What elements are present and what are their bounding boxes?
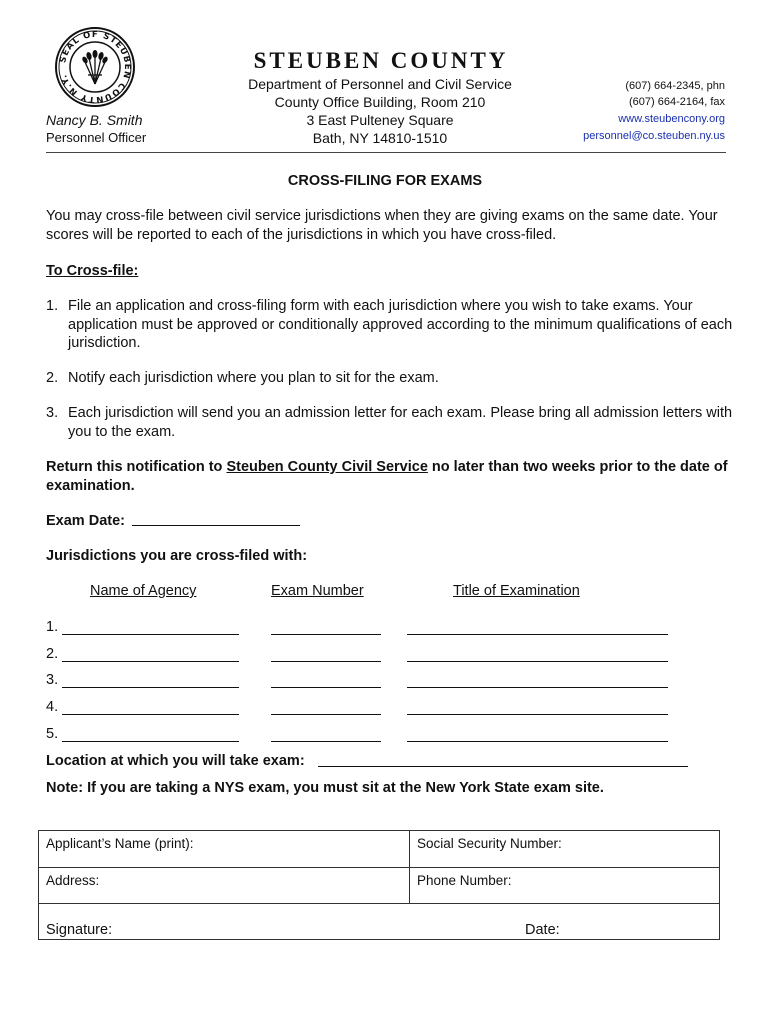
applicant-info-table bbox=[38, 830, 720, 940]
exam-title-field[interactable] bbox=[407, 661, 668, 662]
step-number: 1. bbox=[46, 298, 59, 314]
row-number: 1. bbox=[46, 619, 59, 635]
step-item bbox=[46, 369, 736, 388]
exam-number-field[interactable] bbox=[271, 634, 381, 635]
ssn-label: Social Security Number: bbox=[417, 836, 562, 851]
intro-paragraph: You may cross-file between civil service jurisdictions when they are giving exams on the same date. Your scores will be reported to each of the jurisdictions in which you have cross-filed. bbox=[46, 208, 718, 243]
exam-number-field[interactable] bbox=[271, 714, 381, 715]
location-label: Location at which you will take exam: bbox=[46, 753, 305, 769]
office-building: County Office Building, Room 210 bbox=[274, 94, 486, 110]
step-number: 2. bbox=[46, 370, 59, 386]
exam-title-field[interactable] bbox=[407, 634, 668, 635]
signature-cell[interactable] bbox=[39, 904, 720, 940]
form-heading: CROSS-FILING FOR EXAMS bbox=[287, 173, 483, 189]
officer-title: Personnel Officer bbox=[46, 130, 147, 145]
address-cell[interactable] bbox=[39, 868, 410, 904]
column-header-exam-title: Title of Examination bbox=[453, 583, 580, 599]
agency-field[interactable] bbox=[62, 741, 239, 742]
exam-date-field[interactable] bbox=[132, 525, 300, 526]
agency-field[interactable] bbox=[62, 634, 239, 635]
header-divider bbox=[46, 152, 726, 153]
website-link[interactable]: www.steubencony.org bbox=[618, 113, 725, 125]
phone-cell[interactable] bbox=[410, 868, 720, 904]
phone-label: Phone Number: bbox=[417, 873, 512, 888]
street-address: 3 East Pulteney Square bbox=[306, 112, 454, 128]
agency-field[interactable] bbox=[62, 714, 239, 715]
fax-number: (607) 664-2164, fax bbox=[628, 96, 725, 108]
row-number: 2. bbox=[46, 646, 59, 662]
step-text: File an application and cross-filing form with each jurisdiction where you wish to take exams. Your application must be approved or conditionally approved according to the minimum qualifications of each jurisdiction. bbox=[68, 298, 733, 351]
column-header-exam-number: Exam Number bbox=[271, 583, 364, 599]
exam-title-field[interactable] bbox=[407, 714, 668, 715]
agency-field[interactable] bbox=[62, 661, 239, 662]
to-cross-file-heading: To Cross-file: bbox=[46, 263, 139, 279]
exam-title-field[interactable] bbox=[407, 741, 668, 742]
email-link[interactable]: personnel@co.steuben.ny.us bbox=[583, 130, 725, 142]
county-title: STEUBEN COUNTY bbox=[253, 48, 509, 73]
nys-note: Note: If you are taking a NYS exam, you must sit at the New York State exam site. bbox=[46, 780, 604, 796]
exam-number-field[interactable] bbox=[271, 741, 381, 742]
return-notice bbox=[46, 458, 736, 495]
department-name: Department of Personnel and Civil Service bbox=[248, 76, 512, 92]
seal-ring-text: SEAL OF STEUBEN COUNTY N.Y. bbox=[58, 29, 133, 105]
address-label: Address: bbox=[46, 873, 100, 888]
agency-field[interactable] bbox=[62, 687, 239, 688]
column-header-agency: Name of Agency bbox=[90, 583, 197, 599]
exam-title-field[interactable] bbox=[407, 687, 668, 688]
row-number: 4. bbox=[46, 699, 59, 715]
exam-date-label: Exam Date: bbox=[46, 513, 125, 529]
city-address: Bath, NY 14810-1510 bbox=[312, 130, 448, 146]
signature-label: Signature: bbox=[46, 922, 113, 938]
step-item bbox=[46, 404, 736, 441]
exam-number-field[interactable] bbox=[271, 661, 381, 662]
phone-number: (607) 664-2345, phn bbox=[625, 80, 725, 92]
officer-name: Nancy B. Smith bbox=[46, 112, 143, 128]
county-seal bbox=[54, 26, 136, 108]
return-notice-pre: Return this notification to bbox=[46, 459, 227, 475]
row-number: 3. bbox=[46, 672, 59, 688]
date-label: Date: bbox=[525, 922, 560, 938]
step-text: Each jurisdiction will send you an admission letter for each exam. Please bring all admission letters with you to the exam. bbox=[68, 405, 733, 440]
return-notice-post: no later than two weeks prior to the date of examination. bbox=[46, 459, 728, 494]
exam-number-field[interactable] bbox=[271, 687, 381, 688]
row-number: 5. bbox=[46, 726, 59, 742]
step-item bbox=[46, 297, 736, 353]
step-text: Notify each jurisdiction where you plan to sit for the exam. bbox=[68, 370, 439, 386]
return-notice-office: Steuben County Civil Service bbox=[226, 459, 428, 475]
ssn-cell[interactable] bbox=[410, 831, 720, 868]
location-field[interactable] bbox=[318, 766, 688, 767]
applicant-name-cell[interactable] bbox=[39, 831, 410, 868]
applicant-name-label: Applicant’s Name (print): bbox=[46, 836, 194, 851]
jurisdictions-label: Jurisdictions you are cross-filed with: bbox=[46, 548, 308, 564]
step-number: 3. bbox=[46, 405, 59, 421]
